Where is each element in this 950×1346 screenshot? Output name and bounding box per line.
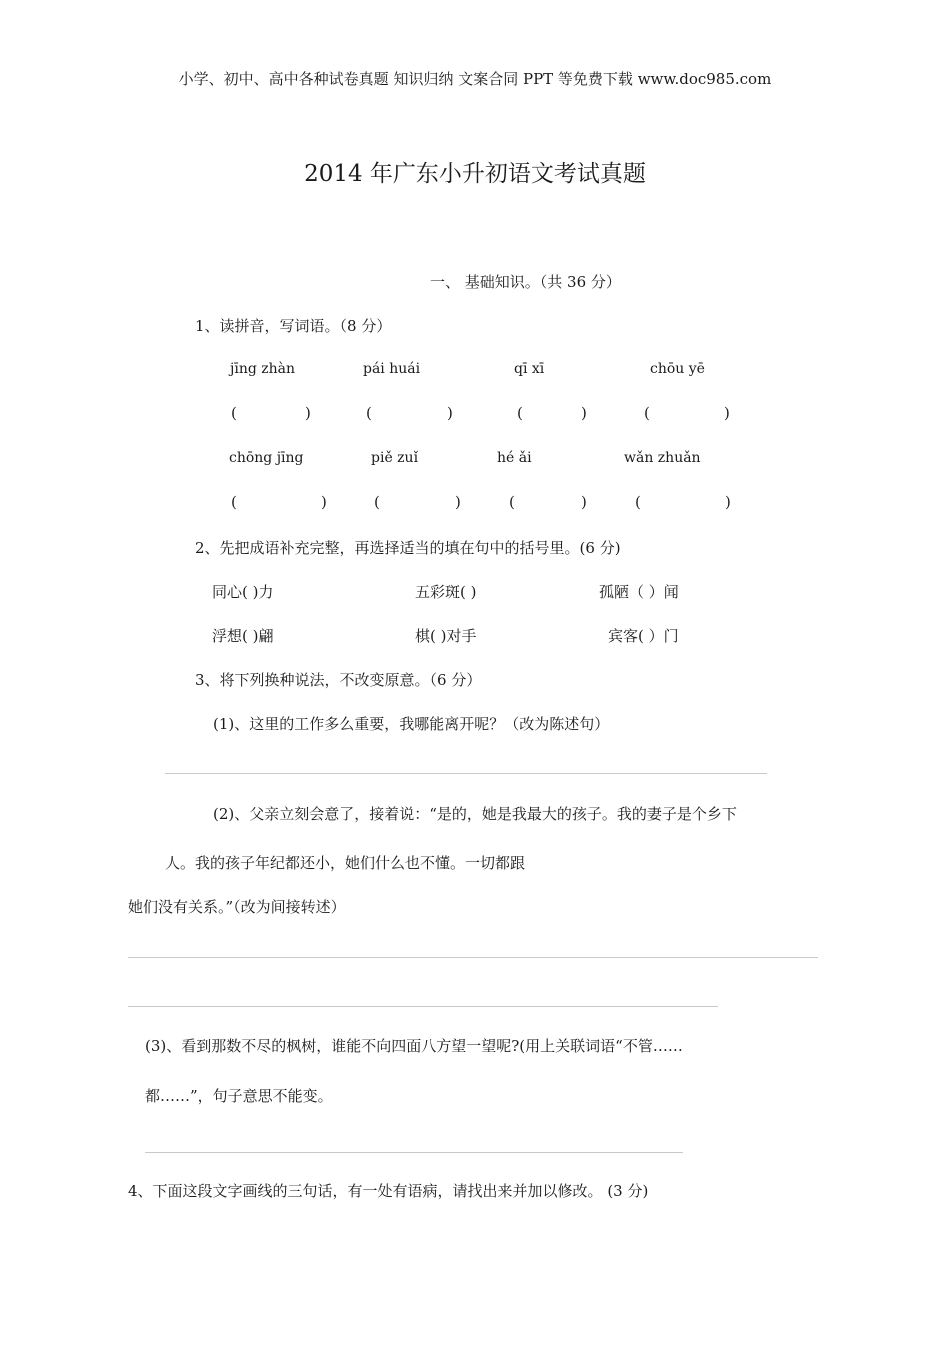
answer-paren-open: ( bbox=[644, 404, 650, 422]
q4-prompt: 4、下面这段文字画线的三句话，有一处有语病，请找出来并加以修改。 (3 分) bbox=[128, 1182, 649, 1200]
q3-sentence-2-line3: 她们没有关系。”（改为间接转述） bbox=[128, 898, 346, 916]
q3-sentence-2-line2: 人。我的孩子年纪都还小，她们什么也不懂。一切都跟 bbox=[165, 854, 526, 872]
exam-title: 2014 年广东小升初语文考试真题 bbox=[304, 161, 646, 187]
pinyin-item: hé ǎi bbox=[497, 450, 532, 466]
idiom-blank: 五彩斑( ) bbox=[415, 583, 477, 601]
answer-paren-open: ( bbox=[509, 493, 515, 511]
answer-paren-open: ( bbox=[517, 404, 523, 422]
pinyin-item: pái huái bbox=[363, 361, 421, 377]
answer-paren-open: ( bbox=[366, 404, 372, 422]
answer-line bbox=[128, 1006, 718, 1007]
pinyin-item: chōu yē bbox=[650, 361, 705, 377]
section-heading: 一、 基础知识。（共 36 分） bbox=[430, 273, 621, 291]
answer-paren-open: ( bbox=[231, 404, 237, 422]
answer-paren-close: ) bbox=[305, 404, 311, 422]
answer-line bbox=[165, 773, 767, 774]
pinyin-item: chōng jīng bbox=[229, 450, 304, 466]
pinyin-item: jīng zhàn bbox=[230, 361, 296, 377]
q1-prompt: 1、读拼音，写词语。（8 分） bbox=[195, 317, 392, 335]
answer-paren-close: ) bbox=[581, 404, 587, 422]
idiom-blank: 浮想( )翩 bbox=[212, 627, 274, 645]
answer-paren-close: ) bbox=[455, 493, 461, 511]
q3-sentence-1: (1)、这里的工作多么重要，我哪能离开呢？（改为陈述句） bbox=[213, 715, 610, 733]
answer-paren-open: ( bbox=[374, 493, 380, 511]
q3-prompt: 3、将下列换种说法，不改变原意。（6 分） bbox=[195, 671, 482, 689]
answer-paren-open: ( bbox=[635, 493, 641, 511]
idiom-blank: 孤陋（ ）闻 bbox=[599, 583, 679, 601]
page-header: 小学、初中、高中各种试卷真题 知识归纳 文案合同 PPT 等免费下载 www.doc985.com bbox=[178, 70, 772, 88]
answer-paren-close: ) bbox=[321, 493, 327, 511]
answer-line bbox=[145, 1152, 683, 1153]
answer-paren-close: ) bbox=[724, 404, 730, 422]
q3-sentence-3-line1: (3)、看到那数不尽的枫树，谁能不向四面八方望一望呢?(用上关联词语“不管…… bbox=[145, 1037, 683, 1055]
answer-paren-open: ( bbox=[231, 493, 237, 511]
answer-line bbox=[128, 957, 818, 958]
q3-sentence-3-line2: 都……”，句子意思不能变。 bbox=[145, 1087, 333, 1105]
pinyin-item: wǎn zhuǎn bbox=[624, 450, 701, 466]
q3-sentence-2-line1: (2)、父亲立刻会意了，接着说：“是的，她是我最大的孩子。我的妻子是个乡下 bbox=[213, 805, 737, 823]
pinyin-item: piě zuǐ bbox=[371, 450, 419, 466]
idiom-blank: 宾客( ）门 bbox=[608, 627, 679, 645]
answer-paren-close: ) bbox=[725, 493, 731, 511]
idiom-blank: 同心( )力 bbox=[212, 583, 274, 601]
answer-paren-close: ) bbox=[447, 404, 453, 422]
pinyin-item: qī xī bbox=[514, 361, 545, 377]
idiom-blank: 棋( )对手 bbox=[415, 627, 477, 645]
q2-prompt: 2、先把成语补充完整，再选择适当的填在句中的括号里。(6 分) bbox=[195, 539, 621, 557]
answer-paren-close: ) bbox=[581, 493, 587, 511]
